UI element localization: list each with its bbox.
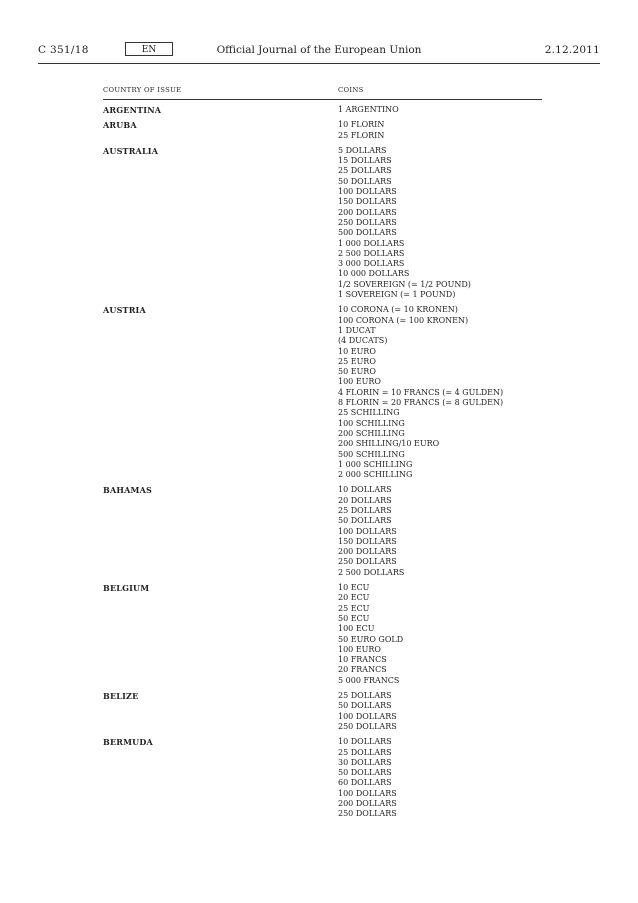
coin-denomination: (4 DUCATS) <box>338 336 388 346</box>
table-row <box>103 146 542 300</box>
language-badge: EN <box>125 42 173 56</box>
coin-denomination: 30 DOLLARS <box>338 757 392 767</box>
coin-denomination: 200 SCHILLING <box>338 428 405 438</box>
coin-denomination: 50 EURO <box>338 367 376 377</box>
table-header <box>103 86 542 98</box>
coin-denomination: 200 DOLLARS <box>338 799 397 808</box>
country-name: AUSTRIA <box>103 305 146 316</box>
coin-denomination: 20 DOLLARS <box>338 495 392 505</box>
coin-denomination: 250 DOLLARS <box>338 809 397 819</box>
table-row <box>103 305 542 480</box>
coin-denomination: 4 FLORIN = 10 FRANCS (= 4 GULDEN) <box>338 387 504 397</box>
coin-denomination: 150 DOLLARS <box>338 536 397 546</box>
coin-denomination: 150 DOLLARS <box>338 197 397 207</box>
country-name: BERMUDA <box>103 737 153 748</box>
coin-denomination: 200 SHILLING/10 EURO <box>338 439 440 449</box>
coin-denomination: 5 DOLLARS <box>338 145 387 155</box>
header-divider <box>38 63 600 64</box>
coin-denomination: 100 CORONA (= 100 KRONEN) <box>338 315 469 325</box>
coin-denomination: 50 DOLLARS <box>338 516 392 526</box>
coin-denomination: 25 DOLLARS <box>338 747 392 757</box>
coin-denomination: 1 SOVEREIGN (= 1 POUND) <box>338 290 456 300</box>
coin-denomination: 1/2 SOVEREIGN (= 1/2 POUND) <box>338 279 471 289</box>
coin-denomination: 25 DOLLARS <box>338 166 392 176</box>
coin-denomination: 100 DOLLARS <box>338 526 397 536</box>
table-row <box>103 737 542 819</box>
coin-denomination: 50 DOLLARS <box>338 701 392 711</box>
coin-denomination: 10 CORONA (= 10 KRONEN) <box>338 305 458 315</box>
coin-denomination: 100 EURO <box>338 644 381 654</box>
coin-denomination: 3 000 DOLLARS <box>338 259 405 269</box>
page-reference: C 351/18 <box>38 44 89 56</box>
coin-denomination: 15 DOLLARS <box>338 156 392 166</box>
coin-denomination: 25 SCHILLING <box>338 408 400 418</box>
coin-list <box>338 120 542 141</box>
coin-denomination: 25 DOLLARS <box>338 505 392 515</box>
country-name: BELGIUM <box>103 583 150 594</box>
coin-denomination: 100 EURO <box>338 377 381 387</box>
coin-denomination: 2 500 DOLLARS <box>338 567 405 577</box>
coin-denomination: 2 500 DOLLARS <box>338 248 405 258</box>
journal-title: Official Journal of the European Union <box>216 44 422 56</box>
coin-list <box>338 691 542 732</box>
coin-denomination: 25 DOLLARS <box>338 691 392 701</box>
coin-denomination: 50 DOLLARS <box>338 768 392 778</box>
coin-denomination: 25 FLORIN <box>338 130 385 140</box>
table-row <box>103 105 542 115</box>
coin-denomination: 500 DOLLARS <box>338 228 397 238</box>
coin-denomination: 2 000 SCHILLING <box>338 470 413 480</box>
country-name: BELIZE <box>103 691 139 702</box>
coin-denomination: 25 ECU <box>338 603 370 613</box>
coin-denomination: 500 SCHILLING <box>338 449 405 459</box>
coin-denomination: 1 DUCAT <box>338 325 376 335</box>
table-row <box>103 583 542 686</box>
column-header-coins: COINS <box>338 86 364 94</box>
country-name: AUSTRALIA <box>103 145 159 156</box>
coin-denomination: 10 EURO <box>338 346 376 356</box>
coin-denomination: 200 DOLLARS <box>338 547 397 557</box>
coin-denomination: 100 DOLLARS <box>338 788 397 798</box>
coin-denomination: 50 ECU <box>338 613 370 623</box>
country-name: ARGENTINA <box>103 105 162 115</box>
coin-denomination: 50 EURO GOLD <box>338 634 404 644</box>
coin-denomination: 10 FLORIN <box>338 120 385 130</box>
coin-denomination: 100 DOLLARS <box>338 711 397 721</box>
coin-denomination: 10 DOLLARS <box>338 485 392 495</box>
coin-denomination: 10 ECU <box>338 583 370 593</box>
page-header <box>38 38 600 66</box>
column-header-country: COUNTRY OF ISSUE <box>103 86 182 94</box>
table-body <box>103 105 542 820</box>
table-header-divider <box>103 99 542 100</box>
coin-denomination: 60 DOLLARS <box>338 778 392 788</box>
coin-denomination: 8 FLORIN = 20 FRANCS (= 8 GULDEN) <box>338 398 504 408</box>
coin-denomination: 100 ECU <box>338 624 375 634</box>
coin-denomination: 100 SCHILLING <box>338 418 405 428</box>
coin-denomination: 100 DOLLARS <box>338 187 397 197</box>
coin-denomination: 250 DOLLARS <box>338 217 397 227</box>
coin-denomination: 50 DOLLARS <box>338 176 392 186</box>
coin-list <box>338 737 542 819</box>
table-row <box>103 485 542 578</box>
country-name: ARUBA <box>103 120 137 131</box>
publication-date: 2.12.2011 <box>544 44 600 56</box>
coin-denomination: 1 000 SCHILLING <box>338 459 413 469</box>
coin-list <box>338 305 542 480</box>
table-row <box>103 691 542 732</box>
coin-denomination: 250 DOLLARS <box>338 557 397 567</box>
coin-denomination: 200 DOLLARS <box>338 207 397 217</box>
coin-denomination: 5 000 FRANCS <box>338 675 400 685</box>
coin-list <box>338 583 542 686</box>
coin-list <box>338 105 542 115</box>
coin-denomination: 10 000 DOLLARS <box>338 269 410 279</box>
coins-table <box>103 86 542 820</box>
coin-list <box>338 485 542 578</box>
coin-denomination: 20 ECU <box>338 593 370 603</box>
coin-denomination: 1 000 DOLLARS <box>338 238 405 248</box>
coin-denomination: 20 FRANCS <box>338 665 387 675</box>
coin-denomination: 25 EURO <box>338 356 376 366</box>
coin-denomination: 1 ARGENTINO <box>338 105 399 114</box>
coin-denomination: 10 DOLLARS <box>338 737 392 747</box>
coin-list <box>338 146 542 300</box>
country-name: BAHAMAS <box>103 485 152 496</box>
coin-denomination: 250 DOLLARS <box>338 721 397 731</box>
coin-denomination: 10 FRANCS <box>338 655 387 665</box>
table-row <box>103 120 542 141</box>
